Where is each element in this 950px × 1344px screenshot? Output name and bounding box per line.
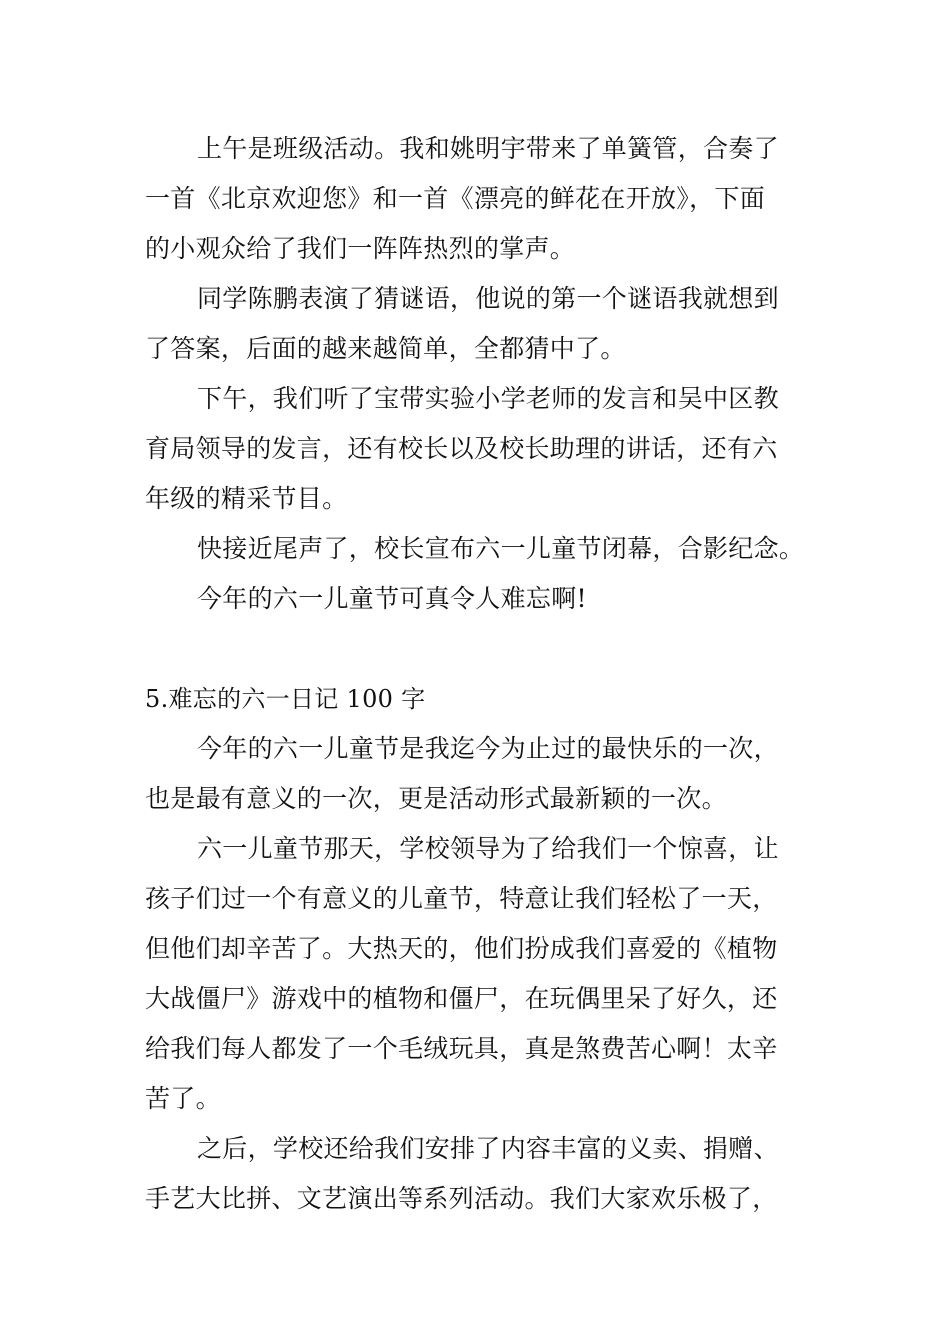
paragraph-line: 之后，学校还给我们安排了内容丰富的义卖、捐赠、 (197, 1134, 779, 1163)
paragraph-line: 手艺大比拼、文艺演出等系列活动。我们大家欢乐极了， (145, 1184, 778, 1213)
paragraph-line: 一首《北京欢迎您》和一首《漂亮的鲜花在开放》，下面 (145, 184, 766, 213)
paragraph-line: 同学陈鹏表演了猜谜语，他说的第一个谜语我就想到 (197, 284, 779, 313)
section-heading: 5.难忘的六一日记 100 字 (145, 685, 426, 713)
paragraph-line: 大战僵尸》游戏中的植物和僵尸，在玩偶里呆了好久，还 (145, 984, 778, 1013)
paragraph-line: 但他们却辛苦了。大热天的，他们扮成我们喜爱的《植物 (145, 934, 778, 963)
paragraph-line: 也是最有意义的一次，更是活动形式最新颖的一次。 (145, 784, 727, 813)
paragraph-line: 六一儿童节那天，学校领导为了给我们一个惊喜，让 (197, 834, 779, 863)
paragraph-line: 孩子们过一个有意义的儿童节，特意让我们轻松了一天， (145, 884, 778, 913)
paragraph-line: 今年的六一儿童节是我迄今为止过的最快乐的一次， (197, 734, 779, 763)
paragraph-line: 给我们每人都发了一个毛绒玩具，真是煞费苦心啊！太辛 (145, 1034, 778, 1063)
paragraph-line: 苦了。 (145, 1084, 221, 1113)
paragraph-line: 年级的精采节目。 (145, 484, 348, 513)
paragraph-line: 上午是班级活动。我和姚明宇带来了单簧管，合奏了 (197, 134, 779, 163)
paragraph-line: 下午，我们听了宝带实验小学老师的发言和吴中区教 (197, 384, 779, 413)
paragraph-line: 了答案，后面的越来越简单，全都猜中了。 (145, 334, 626, 363)
paragraph-line: 快接近尾声了，校长宣布六一儿童节闭幕，合影纪念。 (197, 534, 805, 563)
paragraph-line: 育局领导的发言，还有校长以及校长助理的讲话，还有六 (145, 434, 778, 463)
paragraph-line: 今年的六一儿童节可真令人难忘啊! (197, 584, 587, 613)
paragraph-line: 的小观众给了我们一阵阵热烈的掌声。 (145, 234, 576, 263)
